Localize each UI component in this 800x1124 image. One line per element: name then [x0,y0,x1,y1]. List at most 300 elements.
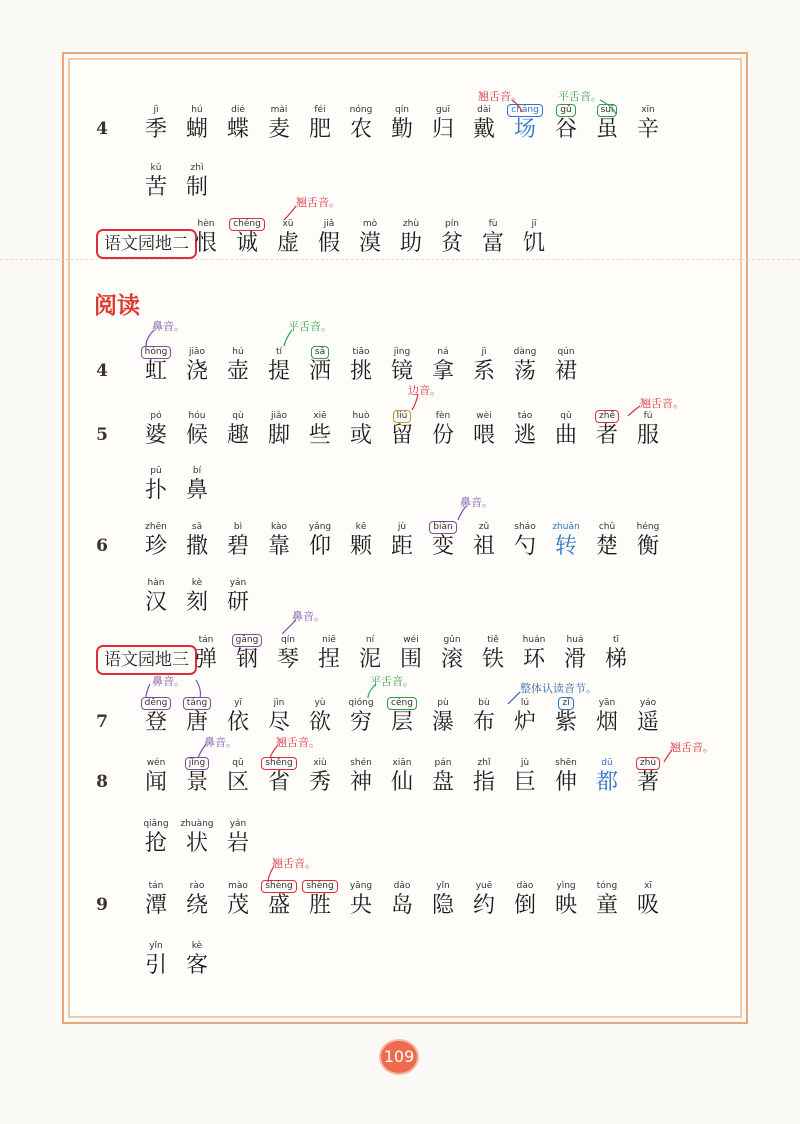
pinyin-text: héng [636,522,660,532]
note-pingshe: 平舌音。 [288,320,332,333]
pinyin-text: hóng [141,346,172,359]
pinyin-text: yuē [475,881,493,891]
hanzi: 制 [185,175,208,200]
pinyin-text: yìng [556,881,576,891]
pinyin-text: jǐng [185,757,209,770]
lesson-box-label: 语文园地三 [96,645,197,675]
pinyin-text: cháng [507,104,543,117]
hanzi: 巨 [513,770,536,795]
lesson-number: 8 [96,772,108,792]
pinyin-text: hú [232,347,244,357]
pinyin [350,218,390,230]
hanzi: 裙 [554,359,577,384]
pinyin [464,104,504,116]
hanzi: 辛 [636,117,659,142]
pinyin-text: qín [395,105,409,115]
pinyin [136,940,176,952]
pinyin [382,880,422,892]
hanzi: 童 [595,893,618,918]
hanzi: 岩 [226,831,249,856]
note-biyin: 鼻音。 [152,675,185,688]
pinyin [177,940,217,952]
pinyin [218,697,258,709]
pinyin-text: huò [352,411,370,421]
pinyin-text: zhì [190,163,204,173]
pinyin-text: niē [322,635,336,645]
page-number: 109 [381,1041,417,1073]
hanzi: 麦 [267,117,290,142]
pinyin [341,346,381,358]
hanzi: 区 [226,770,249,795]
pinyin-text: shén [350,758,372,768]
pinyin [218,880,258,892]
hanzi: 围 [399,647,422,672]
pinyin [432,218,472,230]
hanzi: 助 [399,231,422,256]
pinyin-text: qiǎng [143,819,169,829]
pinyin-text: xū [282,219,294,229]
hanzi: 著 [636,770,659,795]
pinyin-text: bì [233,522,243,532]
pinyin [136,697,176,710]
hanzi: 富 [481,231,504,256]
note-biyin: 鼻音。 [292,610,325,623]
pinyin-text: yāng [349,881,373,891]
lesson-number: 7 [96,712,108,732]
pinyin-text: fèn [435,411,451,421]
lesson-box-label: 语文园地二 [96,229,197,259]
pinyin-text: táng [183,697,211,710]
pinyin-text: chǔ [598,522,616,532]
pinyin [464,521,504,533]
hanzi: 布 [472,710,495,735]
pinyin [136,346,176,359]
pinyin-text: yáo [639,698,657,708]
pinyin-text: zhù [402,219,420,229]
pinyin-text: fú [643,411,653,421]
pinyin [218,818,258,830]
pinyin [218,104,258,116]
hanzi: 遥 [636,710,659,735]
hanzi: 秀 [308,770,331,795]
hanzi: 谷 [554,117,577,142]
hanzi: 闻 [144,770,167,795]
pinyin-text: pù [437,698,449,708]
note-juanshe: 翘舌音。 [296,196,340,209]
pinyin-text: jiǎ [323,219,335,229]
pinyin-text: kào [270,522,288,532]
note-biyin: 鼻音。 [152,320,185,333]
pinyin-text: dié [231,105,245,115]
pinyin-text: pū [150,466,162,476]
pinyin [473,634,513,646]
hanzi: 诚 [235,231,258,256]
pinyin [382,104,422,116]
pinyin-text: xī [644,881,652,891]
hanzi: 勤 [390,117,413,142]
pinyin [382,346,422,358]
hanzi: 碧 [226,534,249,559]
hanzi: 吸 [636,893,659,918]
pinyin-text: wèi [476,411,492,421]
hanzi: 约 [472,893,495,918]
hanzi: 靠 [267,534,290,559]
note-pingshe: 平舌音。 [370,675,414,688]
pinyin-text: dài [477,105,491,115]
pinyin-text: sháo [514,522,536,532]
pinyin-text: zhēn [145,522,167,532]
hanzi: 岛 [390,893,413,918]
pinyin [300,880,340,893]
pinyin-text: huá [566,635,584,645]
hanzi: 汉 [144,590,167,615]
pinyin [341,697,381,709]
hanzi: 烟 [595,710,618,735]
pinyin-text: yǐn [436,881,450,891]
hanzi: 仰 [308,534,331,559]
pinyin-text: dàng [513,347,537,357]
pinyin [300,757,340,769]
hanzi: 颗 [349,534,372,559]
pinyin-text: bí [192,466,202,476]
hanzi: 胜 [308,893,331,918]
pinyin [505,521,545,533]
hanzi: 蝴 [185,117,208,142]
pinyin [505,104,545,117]
pinyin [177,818,217,830]
pinyin [136,521,176,533]
pinyin-text: shēn [555,758,577,768]
pinyin [587,757,627,769]
pinyin-text: guī [436,105,450,115]
pinyin [464,880,504,892]
hanzi: 环 [522,647,545,672]
pinyin [505,410,545,422]
pinyin [300,104,340,116]
hanzi: 份 [431,423,454,448]
hanzi: 泥 [358,647,381,672]
pinyin [382,410,422,423]
hanzi: 距 [390,534,413,559]
pinyin-text: zhù [636,757,660,770]
hanzi: 滚 [440,647,463,672]
hanzi: 扑 [144,478,167,503]
pinyin [259,880,299,893]
pinyin-text: tán [148,881,164,891]
hanzi: 挑 [349,359,372,384]
pinyin [259,346,299,358]
pinyin-text: sā [191,522,203,532]
hanzi: 农 [349,117,372,142]
hanzi: 瀑 [431,710,454,735]
hanzi: 状 [185,831,208,856]
pinyin-text: jì [153,105,159,115]
hanzi: 贫 [440,231,463,256]
note-biyin: 鼻音。 [204,736,237,749]
hanzi: 尽 [267,710,290,735]
pinyin-text: shèng [261,880,296,893]
pinyin [514,634,554,646]
hanzi: 穷 [349,710,372,735]
pinyin-text: pín [445,219,459,229]
pinyin-text: mò [362,219,378,229]
pinyin-text: jī [531,219,537,229]
hanzi: 绕 [185,893,208,918]
hanzi: 仙 [390,770,413,795]
section-title: 阅读 [94,292,140,319]
pinyin [382,697,422,710]
hanzi: 弹 [194,647,217,672]
note-biyin: 鼻音。 [460,496,493,509]
hanzi: 欲 [308,710,331,735]
pinyin [464,697,504,709]
hanzi: 浇 [185,359,208,384]
pinyin-text: tí [275,347,283,357]
hanzi: 潭 [144,893,167,918]
hanzi: 逃 [513,423,536,448]
note-bianyin: 边音。 [408,384,441,397]
hanzi: 琴 [276,647,299,672]
hanzi: 映 [554,893,577,918]
hanzi: 央 [349,893,372,918]
hanzi: 景 [185,770,208,795]
pinyin [259,697,299,709]
pinyin [177,346,217,358]
lesson-number: 5 [96,425,108,445]
pinyin-text: yǐn [149,941,163,951]
hanzi: 钢 [235,647,258,672]
pinyin [186,634,226,646]
pinyin [136,880,176,892]
pinyin [587,521,627,533]
pinyin [177,521,217,533]
hanzi: 提 [267,359,290,384]
pinyin [423,104,463,116]
hanzi: 客 [185,953,208,978]
hanzi: 盘 [431,770,454,795]
pinyin [300,410,340,422]
pinyin-text: hú [191,105,203,115]
pinyin-text: huán [522,635,546,645]
pinyin [136,465,176,477]
pinyin [505,697,545,709]
pinyin [218,577,258,589]
pinyin [628,697,668,709]
note-juanshe: 翘舌音。 [276,736,320,749]
pinyin [546,880,586,892]
pinyin [628,757,668,770]
pinyin-text: wén [146,758,166,768]
pinyin-text: gǔn [443,635,461,645]
pinyin-text: yī [234,698,242,708]
pinyin-text: kè [191,578,203,588]
pinyin-text: zhǐ [477,758,491,768]
pinyin [177,465,217,477]
hanzi: 服 [636,423,659,448]
pinyin-text: nóng [349,105,373,115]
pinyin [259,757,299,770]
hanzi: 隐 [431,893,454,918]
hanzi: 归 [431,117,454,142]
pinyin [259,521,299,533]
pinyin [505,757,545,769]
pinyin [505,346,545,358]
lesson-number: 9 [96,895,108,915]
hanzi: 紫 [554,710,577,735]
pinyin [423,757,463,769]
pinyin-text: tán [198,635,214,645]
pinyin [473,218,513,230]
pinyin-text: shèng [302,880,337,893]
pinyin [218,346,258,358]
hanzi: 些 [308,423,331,448]
pinyin [628,880,668,892]
pinyin [546,410,586,422]
pinyin [218,521,258,533]
pinyin-text: qín [281,635,295,645]
pinyin-text: qū [232,758,244,768]
pinyin-text: jì [481,347,487,357]
pinyin [382,757,422,769]
pinyin-text: féi [314,105,326,115]
pinyin [341,880,381,892]
hanzi: 肥 [308,117,331,142]
pinyin [341,104,381,116]
pinyin [218,410,258,422]
pinyin-text: zhuǎn [552,522,580,532]
pinyin [227,634,267,647]
pinyin-text: jiǎo [270,411,288,421]
hanzi: 曲 [554,423,577,448]
hanzi: 或 [349,423,372,448]
pinyin-text: hèn [197,219,215,229]
pinyin [136,162,176,174]
pinyin [432,634,472,646]
pinyin-text: tiě [487,635,499,645]
pinyin [177,577,217,589]
pinyin [596,634,636,646]
pinyin-text: pán [434,758,452,768]
pinyin [505,880,545,892]
pinyin [423,880,463,892]
pinyin-text: xiù [313,758,327,768]
pinyin-text: xiē [313,411,327,421]
pinyin [464,410,504,422]
pinyin-text: yán [229,819,247,829]
pinyin-text: kè [191,941,203,951]
pinyin [423,410,463,422]
hanzi: 研 [226,590,249,615]
hanzi: 拿 [431,359,454,384]
pinyin-text: yù [314,698,326,708]
hanzi: 盛 [267,893,290,918]
pinyin-text: jìng [393,347,411,357]
hanzi: 虹 [144,359,167,384]
pinyin-text: dǎo [393,881,411,891]
pinyin [546,521,586,533]
hanzi: 铁 [481,647,504,672]
pinyin [546,757,586,769]
pinyin [546,346,586,358]
note-juanshe: 翘舌音。 [670,741,714,754]
hanzi: 伸 [554,770,577,795]
pinyin-text: tóng [596,881,618,891]
pinyin-text: chéng [229,218,265,231]
hanzi: 勺 [513,534,536,559]
hanzi: 戴 [472,117,495,142]
lesson-number: 6 [96,536,108,556]
pinyin [177,162,217,174]
pinyin-text: jìn [273,698,285,708]
pinyin [628,410,668,422]
pinyin [268,634,308,646]
pinyin [136,818,176,830]
hanzi: 登 [144,710,167,735]
pinyin [391,634,431,646]
hanzi: 假 [317,231,340,256]
pinyin-text: fù [488,219,498,229]
hanzi: 趣 [226,423,249,448]
pinyin-text: yán [229,578,247,588]
note-juanshe: 翘舌音。 [640,397,684,410]
lesson-number: 4 [96,361,108,381]
hanzi: 荡 [513,359,536,384]
pinyin [546,697,586,710]
pinyin [309,634,349,646]
pinyin [341,521,381,533]
pinyin [382,521,422,533]
pinyin-text: kē [355,522,367,532]
pinyin-text: qún [557,347,575,357]
hanzi: 饥 [522,231,545,256]
pinyin-text: biàn [429,521,456,534]
hanzi: 苦 [144,175,167,200]
pinyin [587,410,627,423]
pinyin [628,521,668,533]
pinyin [587,880,627,892]
pinyin-text: qǔ [560,411,572,421]
hanzi: 婆 [144,423,167,448]
pinyin [464,346,504,358]
pinyin-text: qù [232,411,244,421]
pinyin-text: jiāo [188,347,206,357]
hanzi: 撒 [185,534,208,559]
hanzi: 壶 [226,359,249,384]
pinyin [259,104,299,116]
hanzi: 漠 [358,231,381,256]
pinyin-text: shěng [261,757,296,770]
pinyin-text: liú [393,410,412,423]
pinyin-text: táo [517,411,533,421]
pinyin-text: xīn [641,105,655,115]
pinyin-text: jù [397,522,407,532]
hanzi: 楚 [595,534,618,559]
pinyin [268,218,308,230]
hanzi: 神 [349,770,372,795]
pinyin-text: suī [597,104,618,117]
hanzi: 茂 [226,893,249,918]
pinyin [300,521,340,533]
hanzi: 炉 [513,710,536,735]
hanzi: 洒 [308,359,331,384]
pinyin-text: xiān [392,758,412,768]
pinyin [177,757,217,770]
pinyin-text: gāng [232,634,263,647]
pinyin [423,697,463,709]
pinyin [464,757,504,769]
pinyin-text: dào [516,881,534,891]
hanzi: 鼻 [185,478,208,503]
